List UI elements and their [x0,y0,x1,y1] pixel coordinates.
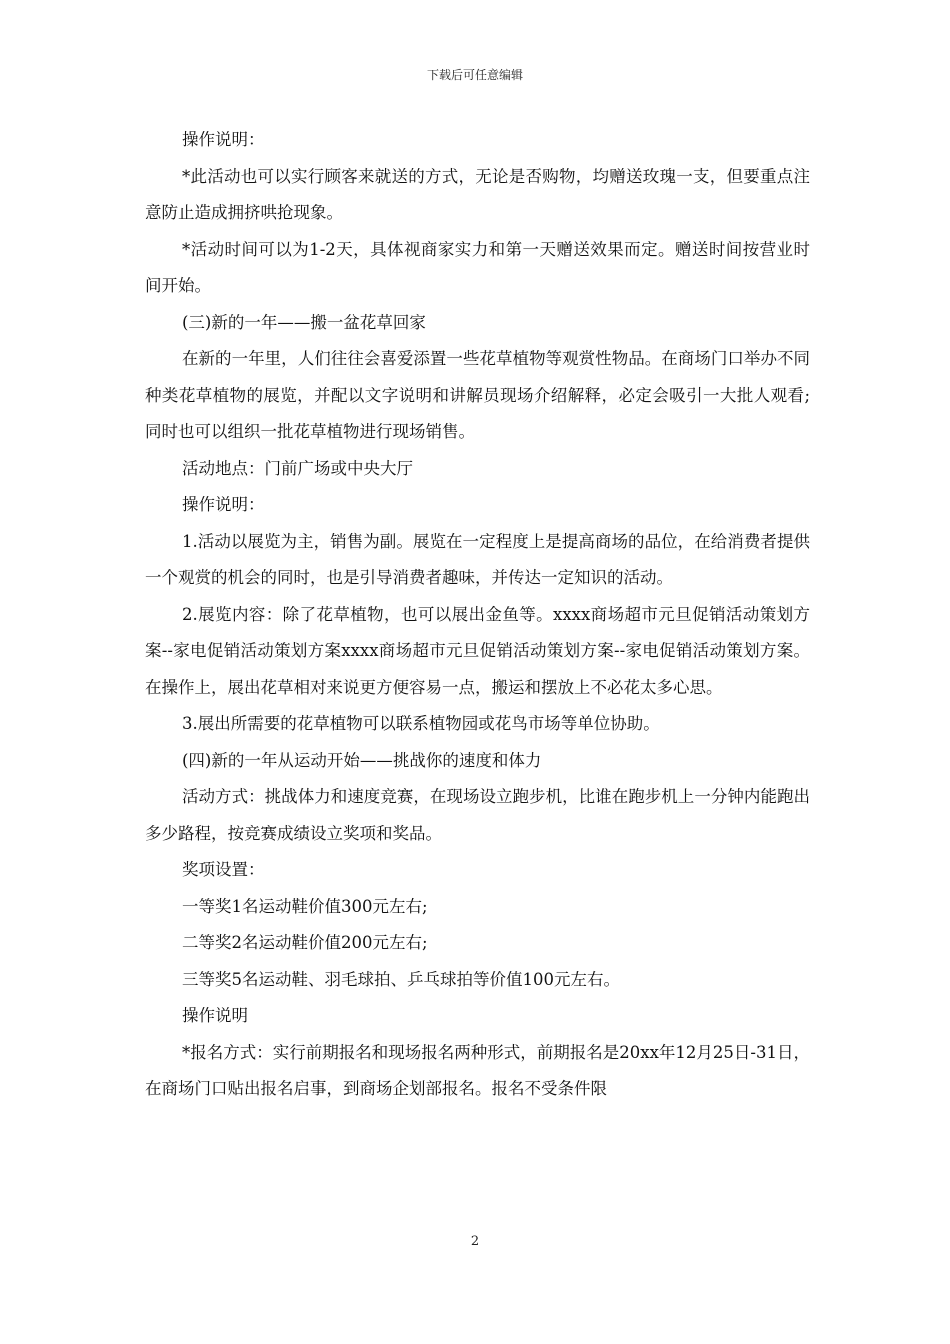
section-heading: (三)新的一年——搬一盆花草回家 [182,312,426,332]
paragraph: 三等奖5名运动鞋、羽毛球拍、乒乓球拍等价值100元左右。 [182,969,620,989]
paragraph: 活动地点：门前广场或中央大厅 [182,458,413,478]
paragraph: *此活动也可以实行顾客来就送的方式，无论是否购物，均赠送玫瑰一支，但要重点注意防止造成拥挤哄抢现象。 [145,166,810,222]
paragraph: 2.展览内容：除了花草植物，也可以展出金鱼等。xxxx商场超市元旦促销活动策划方案--家电促销活动策划方案xxxx商场超市元旦促销活动策划方案--家电促销活动策划方案。在操作上，展出花草相对来说更方便容易一点，搬运和摆放上不必花太多心思。 [145,604,810,697]
paragraph: 在新的一年里，人们往往会喜爱添置一些花草植物等观赏性物品。在商场门口举办不同种类花草植物的展览，并配以文字说明和讲解员现场介绍解释，必定会吸引一大批人观看;同时也可以组织一批花草植物进行现场销售。 [145,349,810,441]
paragraph: 活动方式：挑战体力和速度竞赛，在现场设立跑步机，比谁在跑步机上一分钟内能跑出多少路程，按竞赛成绩设立奖项和奖品。 [145,787,810,843]
paragraph: 操作说明 [182,1006,248,1025]
paragraph: 奖项设置： [182,860,265,879]
paragraph: 操作说明： [182,130,265,149]
section-heading: (四)新的一年从运动开始——挑战你的速度和体力 [182,750,542,770]
page-header: 下载后可任意编辑 [426,68,523,82]
paragraph: *活动时间可以为1-2天，具体视商家实力和第一天赠送效果而定。赠送时间按营业时间开始。 [145,239,810,295]
page-number: 2 [470,1234,480,1249]
paragraph: *报名方式：实行前期报名和现场报名两种形式，前期报名是20xx年12月25日-31日，在商场门口贴出报名启事，到商场企划部报名。报名不受条件限 [145,1042,810,1098]
paragraph: 1.活动以展览为主，销售为副。展览在一定程度上是提高商场的品位，在给消费者提供一个观赏的机会的同时，也是引导消费者趣味，并传达一定知识的活动。 [145,531,810,587]
paragraph: 操作说明： [182,495,265,514]
document-body [145,122,810,1108]
paragraph: 一等奖1名运动鞋价值300元左右; [182,896,428,916]
paragraph: 二等奖2名运动鞋价值200元左右; [182,933,428,952]
paragraph: 3.展出所需要的花草植物可以联系植物园或花鸟市场等单位协助。 [182,714,660,733]
